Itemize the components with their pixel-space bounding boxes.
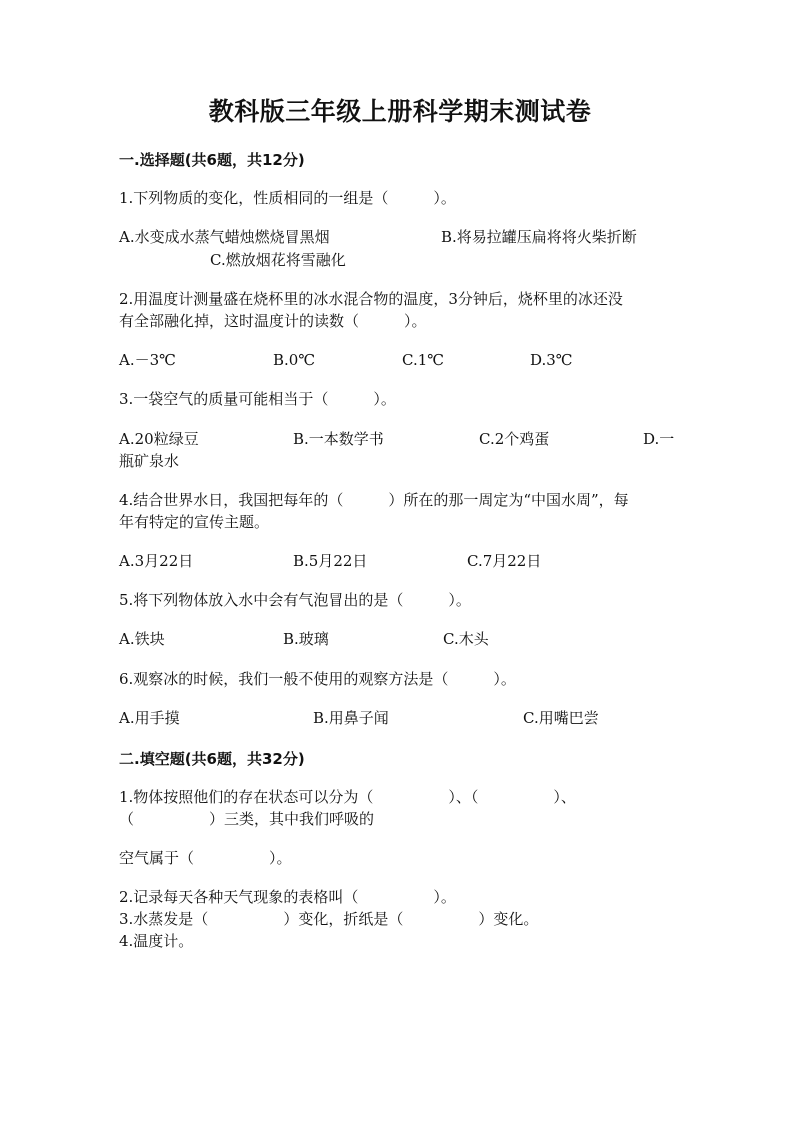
fill-line: 3.水蒸发是（ ）变化，折纸是（ ）变化。	[119, 910, 539, 928]
question-stem: 1.下列物质的变化，性质相同的一组是（ ）。	[119, 189, 456, 207]
option-d-cont: 瓶矿泉水	[119, 452, 180, 470]
question-stem: 4.结合世界水日，我国把每年的（ ）所在的那一周定为“中国水周”，每	[119, 491, 629, 509]
section-heading-fill: 二.填空题(共6题，共32分)	[119, 750, 305, 768]
option-a: A.用手摸	[119, 709, 180, 727]
question-stem: 3.一袋空气的质量可能相当于（ ）。	[119, 390, 396, 408]
option-c: C.燃放烟花将雪融化	[210, 251, 346, 269]
question-stem-cont: 年有特定的宣传主题。	[119, 513, 270, 531]
option-c: C.用嘴巴尝	[523, 709, 599, 727]
question-stem: 5.将下列物体放入水中会有气泡冒出的是（ ）。	[119, 591, 471, 609]
option-b: B.玻璃	[283, 630, 329, 648]
option-c: C.7月22日	[467, 552, 542, 570]
option-b: B.5月22日	[293, 552, 368, 570]
option-b: B.一本数学书	[293, 430, 384, 448]
fill-line: 2.记录每天各种天气现象的表格叫（ ）。	[119, 888, 456, 906]
fill-line: 4.温度计。	[119, 932, 194, 950]
question-stem: 2.用温度计测量盛在烧杯里的冰水混合物的温度，3分钟后，烧杯里的冰还没	[119, 290, 623, 308]
option-a: A.铁块	[119, 630, 165, 648]
fill-line: 空气属于（ ）。	[119, 849, 292, 867]
option-a: A.水变成水蒸气蜡烛燃烧冒黑烟	[119, 228, 330, 246]
fill-line: （ ）三类，其中我们呼吸的	[119, 810, 375, 828]
option-d: D.3℃	[530, 351, 573, 369]
option-a: A.20粒绿豆	[119, 430, 199, 448]
option-a: A.3月22日	[119, 552, 194, 570]
option-d: D.一	[643, 430, 675, 448]
option-b: B.0℃	[273, 351, 316, 369]
question-stem-cont: 有全部融化掉，这时温度计的读数（ ）。	[119, 312, 427, 330]
option-c: C.1℃	[402, 351, 445, 369]
option-b: B.将易拉罐压扁将将火柴折断	[441, 228, 637, 246]
section-heading-choice: 一.选择题(共6题，共12分)	[119, 151, 305, 169]
fill-line: 1.物体按照他们的存在状态可以分为（ ）、（ ）、	[119, 788, 576, 806]
option-c: C.木头	[443, 630, 489, 648]
question-stem: 6.观察冰的时候，我们一般不使用的观察方法是（ ）。	[119, 670, 516, 688]
page-title: 教科版三年级上册科学期末测试卷	[208, 97, 592, 126]
option-b: B.用鼻子闻	[313, 709, 389, 727]
option-a: A.－3℃	[119, 351, 176, 369]
option-c: C.2个鸡蛋	[479, 430, 550, 448]
